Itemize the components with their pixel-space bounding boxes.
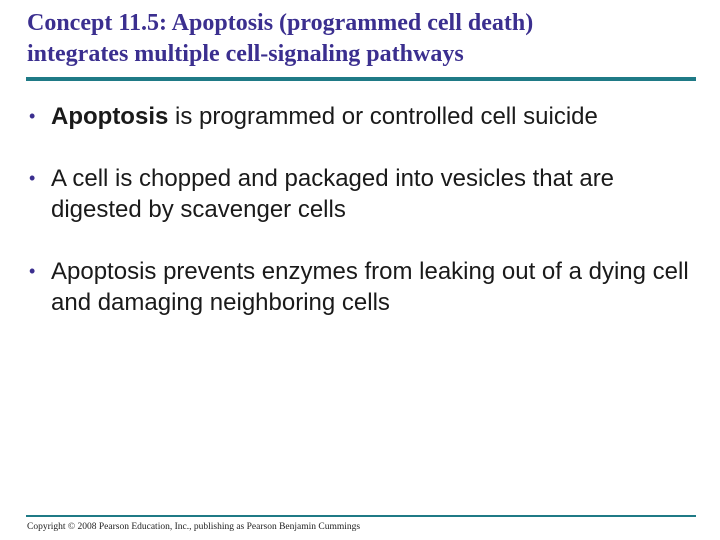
- copyright-notice: Copyright © 2008 Pearson Education, Inc., publishing as Pearson Benjamin Cummings: [27, 522, 361, 532]
- footer-divider: [26, 515, 696, 517]
- bullet-term: Apoptosis: [51, 103, 169, 130]
- bullet-icon: •: [29, 106, 36, 126]
- bullet-text: Apoptosis prevents enzymes from leaking out of a dying cell and damaging neighboring cells: [51, 258, 689, 316]
- bullet-list: [29, 101, 699, 349]
- bullet-item-apoptosis-definition: [29, 101, 699, 132]
- bullet-icon: •: [29, 261, 36, 281]
- title-line-1: Concept 11.5: Apoptosis (programmed cell death): [27, 10, 534, 36]
- title-line-2: integrates multiple cell-signaling pathways: [27, 41, 464, 67]
- slide-title: [27, 8, 707, 70]
- bullet-item-enzymes: [29, 256, 699, 318]
- bullet-icon: •: [29, 168, 36, 188]
- bullet-item-vesicles: [29, 163, 699, 225]
- title-divider: [26, 77, 696, 81]
- bullet-text: A cell is chopped and packaged into vesicles that are digested by scavenger cells: [51, 165, 615, 223]
- bullet-text: is programmed or controlled cell suicide: [168, 103, 598, 130]
